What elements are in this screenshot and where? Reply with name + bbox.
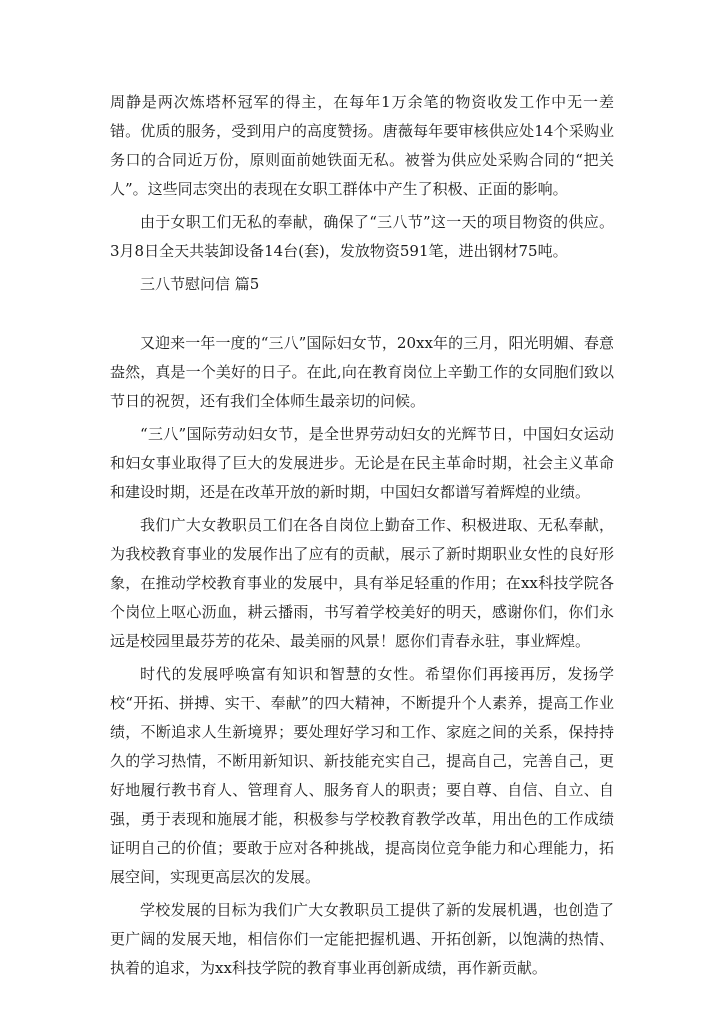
- paragraph-3: 又迎来一年一度的“三八”国际妇女节，20xx年的三月，阳光明媚、春意盎然，真是一个美好的日子。在此,向在教育岗位上辛勤工作的女同胞们致以节日的祝贺，还有我们全体师生最亲切的问候。: [110, 334, 614, 410]
- section-heading: 三八节慰问信 篇5: [140, 275, 260, 293]
- paragraph-4: “三八”国际劳动妇女节，是全世界劳动妇女的光辉节日，中国妇女运动和妇女事业取得了巨大的发展进步。无论是在民主革命时期，社会主义革命和建设时期，还是在改革开放的新时期，中国妇女都谱写着辉煌的业绩。: [110, 425, 614, 501]
- paragraph-6: 时代的发展呼唤富有知识和智慧的女性。希望你们再接再厉，发扬学校“开拓、拼搏、实干、奉献”的四大精神，不断提升个人素养，提高工作业绩，不断追求人生新境界；要处理好学习和工作、家庭之间的关系，保持持久的学习热情，不断用新知识、新技能充实自己，提高自己，完善自己，更好地履行教书育人、管理育人、服务育人的职责；要自尊、自信、自立、自强，勇于表现和施展才能，积极参与学校教育教学改革，用出色的工作成绩证明自己的价值；要敢于应对各种挑战，提高岗位竞争能力和心理能力，拓展空间，实现更高层次的发展。: [110, 665, 614, 886]
- paragraph-5: 我们广大女教职员工们在各自岗位上勤奋工作、积极进取、无私奉献，为我校教育事业的发展作出了应有的贡献，展示了新时期职业女性的良好形象，在推动学校教育事业的发展中，具有举足轻重的作用；在xx科技学院各个岗位上呕心沥血，耕云播雨，书写着学校美好的明天，感谢你们，你们永远是校园里最芬芳的花朵、最美丽的风景！愿你们青春永驻，事业辉煌。: [110, 516, 614, 650]
- paragraph-1: 周静是两次炼塔杯冠军的得主，在每年1万余笔的物资收发工作中无一差错。优质的服务，受到用户的高度赞扬。唐薇每年要审核供应处14个采购业务口的合同近万份，原则面前她铁面无私。被誉为供应处采购合同的“把关人”。这些同志突出的表现在女职工群体中产生了积极、正面的影响。: [110, 93, 614, 198]
- paragraph-2: 由于女职工们无私的奉献，确保了“三八节”这一天的项目物资的供应。3月8日全天共装卸设备14台(套)，发放物资591笔，进出钢材75吨。: [110, 213, 614, 260]
- document-body: [110, 88, 614, 987]
- paragraph-7: 学校发展的目标为我们广大女教职员工提供了新的发展机遇，也创造了更广阔的发展天地，相信你们一定能把握机遇、开拓创新，以饱满的热情、执着的追求，为xx科技学院的教育事业再创新成绩，再作新贡献。: [110, 901, 614, 977]
